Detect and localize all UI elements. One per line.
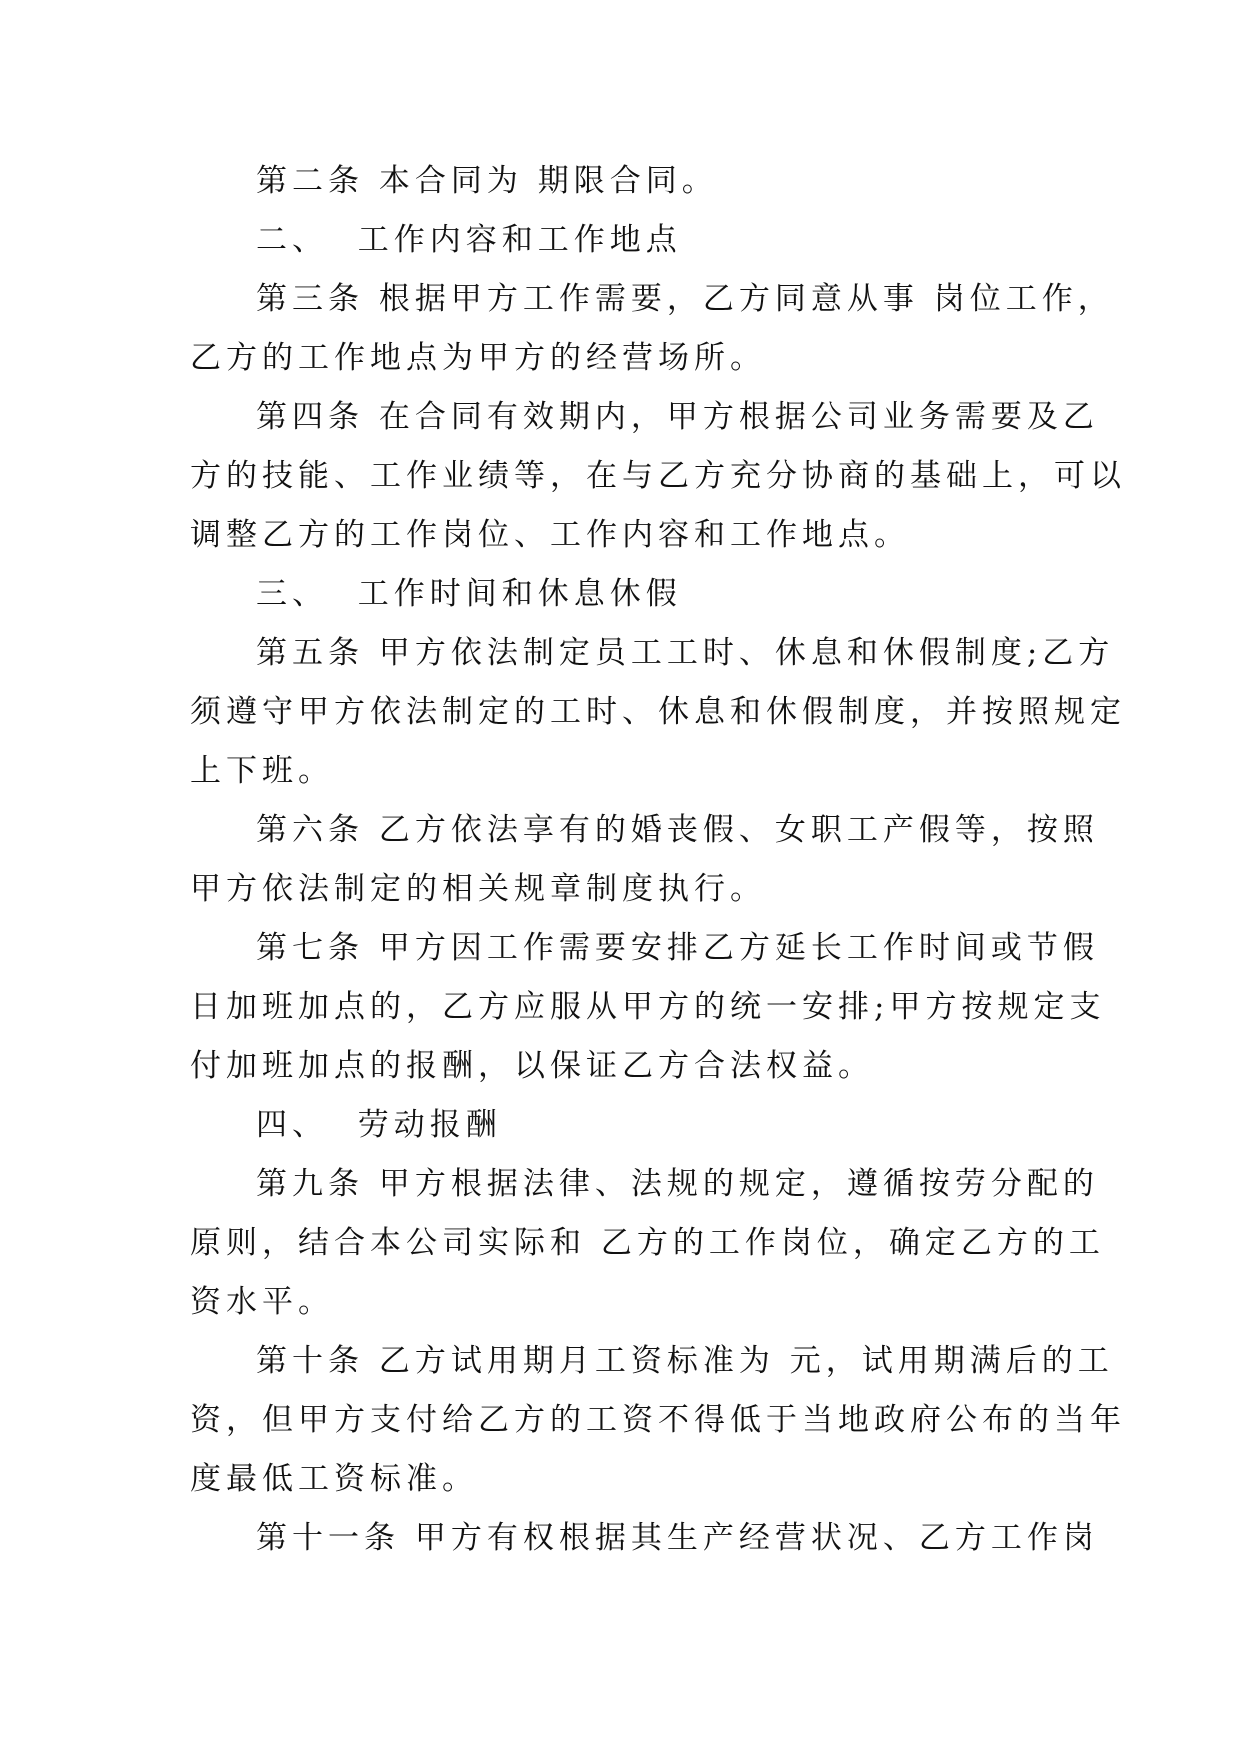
paragraph-line: 日加班加点的，乙方应服从甲方的统一安排;甲方按规定支 bbox=[190, 989, 1106, 1025]
section-heading: 二、 工作内容和工作地点 bbox=[256, 222, 682, 258]
paragraph-line: 资，但甲方支付给乙方的工资不得低于当地政府公布的当年 bbox=[190, 1402, 1126, 1438]
document-body bbox=[190, 152, 1126, 1568]
paragraph-line: 方的技能、工作业绩等，在与乙方充分协商的基础上，可以 bbox=[190, 458, 1126, 494]
paragraph-line: 第三条 根据甲方工作需要，乙方同意从事 岗位工作， bbox=[256, 281, 1114, 317]
paragraph-line: 第十条 乙方试用期月工资标准为 元，试用期满后的工 bbox=[256, 1343, 1114, 1379]
paragraph-line: 第七条 甲方因工作需要安排乙方延长工作时间或节假 bbox=[256, 930, 1099, 966]
paragraph-line: 资水平。 bbox=[190, 1284, 334, 1320]
section-heading: 四、 劳动报酬 bbox=[256, 1107, 502, 1143]
article-paragraph bbox=[190, 388, 1126, 565]
paragraph-line: 付加班加点的报酬，以保证乙方合法权益。 bbox=[190, 1048, 874, 1084]
article-paragraph bbox=[190, 152, 1070, 211]
paragraph-line: 度最低工资标准。 bbox=[190, 1461, 478, 1497]
paragraph-line: 上下班。 bbox=[190, 753, 334, 789]
paragraph-line: 第十一条 甲方有权根据其生产经营状况、乙方工作岗 bbox=[256, 1520, 1099, 1556]
article-paragraph bbox=[190, 919, 1106, 1096]
article-paragraph bbox=[190, 1155, 1105, 1332]
paragraph-line: 第五条 甲方依法制定员工工时、休息和休假制度;乙方 bbox=[256, 635, 1115, 671]
paragraph-line: 甲方依法制定的相关规章制度执行。 bbox=[190, 871, 766, 907]
paragraph-line: 原则，结合本公司实际和 乙方的工作岗位，确定乙方的工 bbox=[190, 1225, 1105, 1261]
article-paragraph bbox=[190, 624, 1126, 801]
paragraph-line: 第四条 在合同有效期内，甲方根据公司业务需要及乙 bbox=[256, 399, 1099, 435]
article-paragraph bbox=[190, 270, 1114, 388]
paragraph-line: 须遵守甲方依法制定的工时、休息和休假制度，并按照规定 bbox=[190, 694, 1126, 730]
paragraph-line: 第九条 甲方根据法律、法规的规定，遵循按劳分配的 bbox=[256, 1166, 1099, 1202]
paragraph-line: 乙方的工作地点为甲方的经营场所。 bbox=[190, 340, 766, 376]
paragraph-line: 第二条 本合同为 期限合同。 bbox=[256, 163, 718, 199]
paragraph-line: 第六条 乙方依法享有的婚丧假、女职工产假等，按照 bbox=[256, 812, 1099, 848]
article-paragraph bbox=[190, 1509, 1099, 1568]
article-paragraph bbox=[190, 1332, 1126, 1509]
article-paragraph bbox=[190, 801, 1099, 919]
paragraph-line: 调整乙方的工作岗位、工作内容和工作地点。 bbox=[190, 517, 910, 553]
section-heading: 三、 工作时间和休息休假 bbox=[256, 576, 682, 612]
